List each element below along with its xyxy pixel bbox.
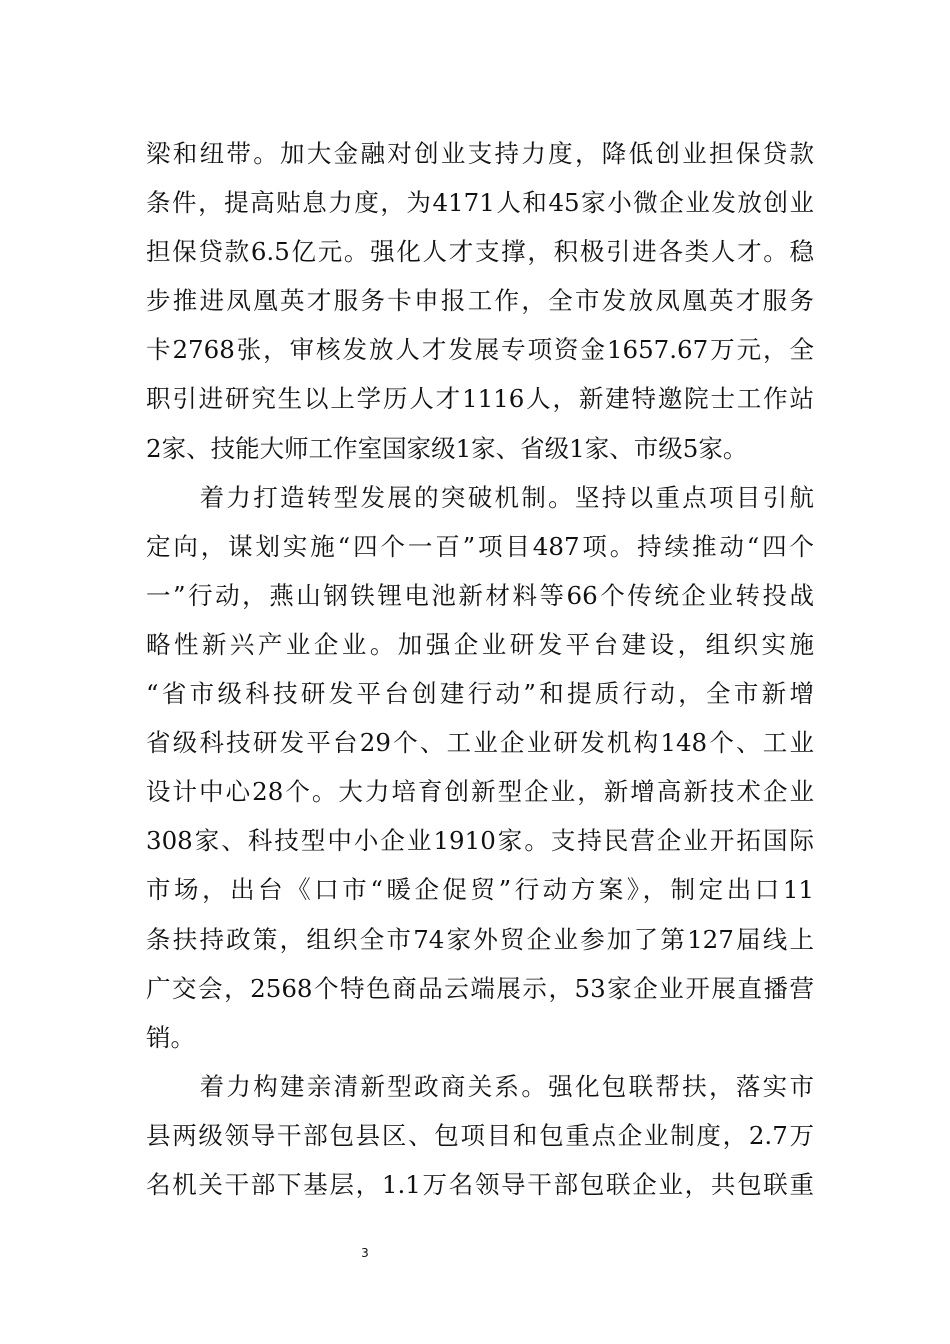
text-line: 一”行动，燕山钢铁锂电池新材料等66个传统企业转投战 bbox=[146, 580, 814, 610]
text-line: 广交会，2568个特色商品云端展示，53家企业开展直播营 bbox=[146, 973, 814, 1003]
page-number: 3 bbox=[361, 1246, 369, 1260]
text-line: 定向，谋划实施“四个一百”项目487项。持续推动“四个 bbox=[146, 531, 814, 561]
text-line: 梁和纽带。加大金融对创业支持力度，降低创业担保贷款 bbox=[146, 139, 814, 168]
body-text bbox=[146, 129, 814, 1209]
text-line: 担保贷款6.5亿元。强化人才支撑，积极引进各类人才。稳 bbox=[146, 237, 814, 267]
text-line: 步推进凤凰英才服务卡申报工作，全市发放凤凰英才服务 bbox=[146, 286, 814, 316]
text-line: 职引进研究生以上学历人才1116人，新建特邀院士工作站 bbox=[146, 384, 814, 414]
text-line: 销。 bbox=[146, 1022, 195, 1052]
text-line: 着力打造转型发展的突破机制。坚持以重点项目引航 bbox=[146, 482, 814, 512]
text-line: 条扶持政策，组织全市74家外贸企业参加了第127届线上 bbox=[146, 924, 814, 954]
text-line: 名机关干部下基层，1.1万名领导干部包联企业，共包联重 bbox=[146, 1169, 814, 1199]
text-line: 2家、技能大师工作室国家级1家、省级1家、市级5家。 bbox=[146, 433, 748, 463]
text-line: 着力构建亲清新型政商关系。强化包联帮扶，落实市 bbox=[146, 1071, 814, 1101]
text-line: “省市级科技研发平台创建行动”和提质行动，全市新增 bbox=[146, 679, 814, 709]
text-line: 条件，提高贴息力度，为4171人和45家小微企业发放创业 bbox=[146, 188, 814, 218]
text-line: 卡2768张，审核发放人才发展专项资金1657.67万元，全 bbox=[146, 335, 814, 365]
text-line: 县两级领导干部包县区、包项目和包重点企业制度，2.7万 bbox=[146, 1120, 814, 1150]
text-line: 设计中心28个。大力培育创新型企业，新增高新技术企业 bbox=[146, 777, 814, 807]
text-line: 308家、科技型中小企业1910家。支持民营企业开拓国际 bbox=[146, 826, 814, 856]
text-line: 市场，出台《口市“暖企促贸”行动方案》，制定出口11 bbox=[146, 875, 814, 905]
text-line: 略性新兴产业企业。加强企业研发平台建设，组织实施 bbox=[146, 629, 814, 659]
text-line: 省级科技研发平台29个、工业企业研发机构148个、工业 bbox=[146, 728, 814, 758]
